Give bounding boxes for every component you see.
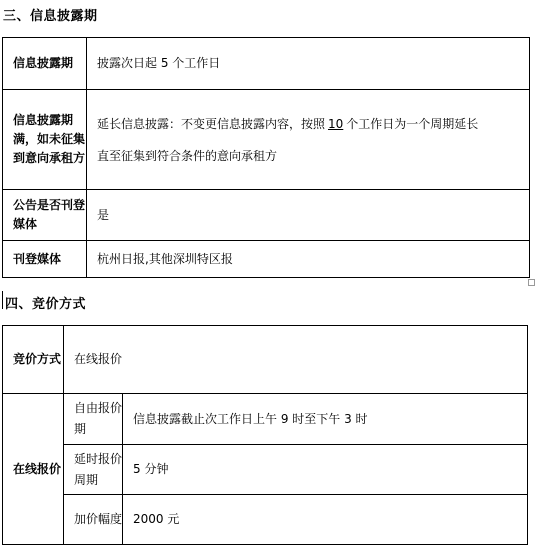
extension-text-line2: 直至征集到符合条件的意向承租方 xyxy=(97,148,278,163)
extension-text: 延长信息披露：不变更信息披露内容，按照 xyxy=(97,116,326,131)
row-label: 刊登媒体 xyxy=(3,241,87,278)
table-row xyxy=(3,38,530,90)
row-label: 信息披露期 xyxy=(3,38,87,90)
table-row xyxy=(3,394,528,445)
sub-label: 延时报价周期 xyxy=(64,445,123,495)
row-value: 信息披露截止次工作日上午 9 时至下午 3 时 xyxy=(123,394,528,445)
table-row xyxy=(3,445,528,495)
row-value: 5 分钟 xyxy=(123,445,528,495)
table-row xyxy=(3,495,528,545)
row-label: 信息披露期满，如未征集到意向承租方 xyxy=(3,90,87,190)
section-heading-bidding: 四、竞价方式 xyxy=(5,297,87,312)
paragraph-mark xyxy=(2,291,3,309)
row-value: 2000 元 xyxy=(123,495,528,545)
row-label: 公告是否刊登媒体 xyxy=(3,190,87,241)
bidding-table xyxy=(2,325,528,545)
extension-text-post: 个工作日为一个周期延长 xyxy=(346,116,479,131)
table-resize-handle[interactable] xyxy=(528,279,535,286)
table-row xyxy=(3,326,528,394)
table-row xyxy=(3,190,530,241)
section-heading-disclosure: 三、信息披露期 xyxy=(3,9,98,24)
row-value: 披露次日起 5 个工作日 xyxy=(87,38,530,90)
row-value: 是 xyxy=(87,190,530,241)
sub-label: 自由报价期 xyxy=(64,394,123,445)
disclosure-table xyxy=(2,37,530,278)
row-value xyxy=(87,90,530,190)
extension-days: 10 xyxy=(328,116,344,131)
table-row xyxy=(3,90,530,190)
table-row xyxy=(3,241,530,278)
row-label: 竞价方式 xyxy=(3,326,64,394)
row-label: 在线报价 xyxy=(3,394,64,545)
row-value: 在线报价 xyxy=(64,326,528,394)
sub-label: 加价幅度 xyxy=(64,495,123,545)
row-value: 杭州日报,其他深圳特区报 xyxy=(87,241,530,278)
